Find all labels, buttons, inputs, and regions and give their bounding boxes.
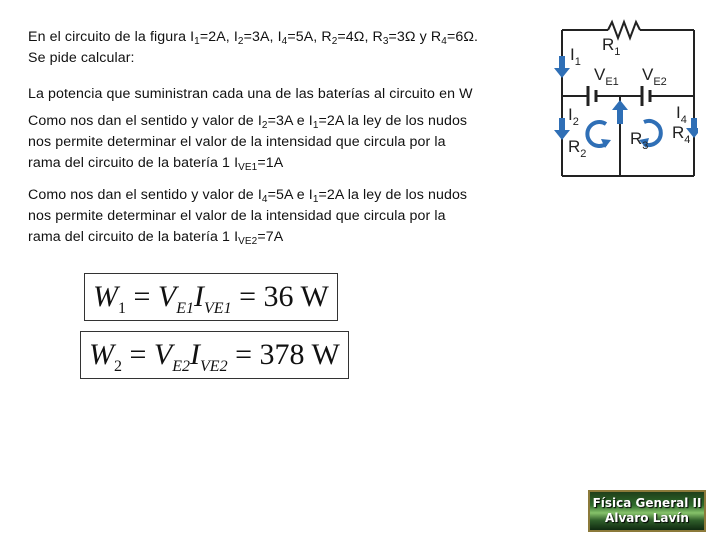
label-i4: $I_4$ — [676, 103, 687, 126]
label-r4: $R_4$ — [672, 123, 691, 146]
arrow-up-middle — [612, 100, 628, 124]
battery-e1 — [588, 86, 596, 106]
logo-line-2: Alvaro Lavín — [605, 511, 689, 525]
label-r2: $R_2$ — [568, 137, 587, 160]
label-i1: $I_1$ — [570, 45, 581, 68]
question-text: La potencia que suministran cada una de las baterías al circuito en W — [28, 86, 473, 102]
intro-line-2: Se pide calcular: — [28, 50, 135, 66]
formula-box-1: $W_1 = V_{E1}I_{VE1} = 36$ W — [84, 273, 338, 321]
logo-line-1: Física General II — [592, 496, 702, 510]
label-i2: $I_2$ — [568, 105, 579, 128]
battery-e2 — [642, 86, 650, 106]
formula-box-2: $W_2 = V_{E2}I_{VE2} = 378$ W — [80, 331, 349, 379]
label-r1: $R_1$ — [602, 35, 621, 58]
para1-line-1: Como nos dan el sentido y valor de $I_2=3A$ e $I_1=2A$ la ley de los nudos — [28, 113, 468, 131]
para1-line-2: nos permite determinar el valor de la intensidad que circula por la — [28, 134, 446, 150]
para2-line-1: Como nos dan el sentido y valor de $I_4=5A$ e $I_1=2A$ la ley de los nudos — [28, 187, 468, 205]
circuit-diagram — [548, 12, 698, 182]
arrow-i1 — [554, 56, 570, 78]
course-logo — [588, 490, 706, 532]
para2-line-3: rama del circuito de la batería 1 $I_{VE2}=7A$ — [28, 229, 284, 247]
label-ve2: $V_{E2}$ — [642, 65, 667, 88]
para2-line-2: nos permite determinar el valor de la intensidad que circula por la — [28, 208, 446, 224]
intro-line-1: En el circuito de la figura $I_1=2A$, $I_2=3A$, $I_4=5A$, $R_2=4\Omega$, $R_3=3\Omega$ y $R_4=6\Omega$. — [28, 29, 479, 47]
label-ve1: $V_{E1}$ — [594, 65, 619, 88]
label-r3: $R_3$ — [630, 129, 649, 152]
para1-line-3: rama del circuito de la batería 1 $I_{VE1}=1A$ — [28, 155, 284, 173]
